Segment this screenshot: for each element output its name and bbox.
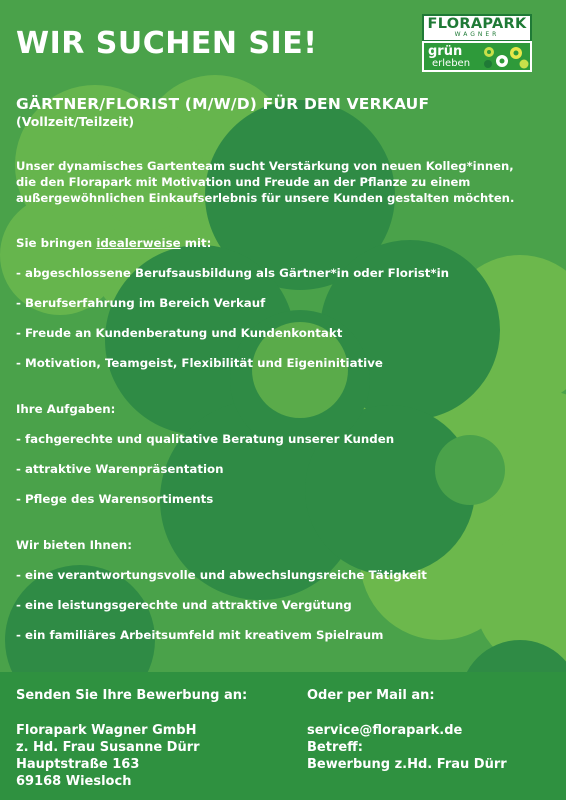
postal-heading: Senden Sie Ihre Bewerbung an: — [16, 688, 248, 703]
task-item: - attraktive Warenpräsentation — [16, 462, 224, 476]
street-address: Hauptstraße 163 — [16, 757, 140, 772]
logo-tagline-erleben: erleben — [432, 58, 471, 69]
logo-flowers-icon — [480, 45, 530, 70]
logo-tagline-panel — [422, 41, 532, 72]
intro-text — [16, 158, 556, 206]
intro-line: Unser dynamisches Gartenteam sucht Verstärkung von neuen Kolleg*innen, — [16, 159, 514, 173]
subject-value: Bewerbung z.Hd. Frau Dürr — [307, 757, 507, 772]
logo-tagline-gruen: grün — [428, 44, 463, 59]
tasks-heading: Ihre Aufgaben: — [16, 402, 116, 416]
requirements-heading-emph: idealerweise — [96, 236, 181, 250]
intro-line: außergewöhnlichen Einkaufserlebnis für unsere Kunden gestalten möchten. — [16, 191, 515, 205]
company-name: Florapark Wagner GmbH — [16, 723, 197, 738]
application-footer — [0, 672, 566, 800]
offer-item: - ein familiäres Arbeitsumfeld mit kreativem Spielraum — [16, 628, 384, 642]
subject-label: Betreff: — [307, 740, 363, 755]
requirements-heading-post: mit: — [180, 236, 212, 250]
offer-item: - eine verantwortungsvolle und abwechslungsreiche Tätigkeit — [16, 568, 427, 582]
florapark-logo — [422, 14, 532, 72]
logo-name: FLORAPARK — [427, 16, 527, 32]
intro-line: die den Florapark mit Motivation und Freude an der Pflanze zu einem — [16, 175, 471, 189]
logo-wordmark-panel — [422, 14, 532, 42]
task-item: - fachgerechte und qualitative Beratung unserer Kunden — [16, 432, 395, 446]
task-item: - Pflege des Warensortiments — [16, 492, 214, 506]
logo-sub: WAGNER — [454, 31, 500, 38]
city-address: 69168 Wiesloch — [16, 774, 132, 789]
mail-heading: Oder per Mail an: — [307, 688, 435, 703]
requirement-item: - Berufserfahrung im Bereich Verkauf — [16, 296, 266, 310]
requirements-heading — [16, 236, 211, 250]
contact-person: z. Hd. Frau Susanne Dürr — [16, 740, 200, 755]
requirement-item: - Motivation, Teamgeist, Flexibilität und Eigeninitiative — [16, 356, 383, 370]
requirements-heading-pre: Sie bringen — [16, 236, 97, 250]
job-subtitle: (Vollzeit/Teilzeit) — [16, 114, 135, 129]
email-link[interactable]: service@florapark.de — [307, 723, 463, 738]
offer-item: - eine leistungsgerechte und attraktive Vergütung — [16, 598, 352, 612]
job-title: GÄRTNER/FLORIST (M/W/D) FÜR DEN VERKAUF — [16, 95, 430, 113]
requirement-item: - Freude an Kundenberatung und Kundenkontakt — [16, 326, 343, 340]
headline: WIR SUCHEN SIE! — [16, 26, 318, 61]
requirement-item: - abgeschlossene Berufsausbildung als Gärtner*in oder Florist*in — [16, 266, 450, 280]
offer-heading: Wir bieten Ihnen: — [16, 538, 132, 552]
